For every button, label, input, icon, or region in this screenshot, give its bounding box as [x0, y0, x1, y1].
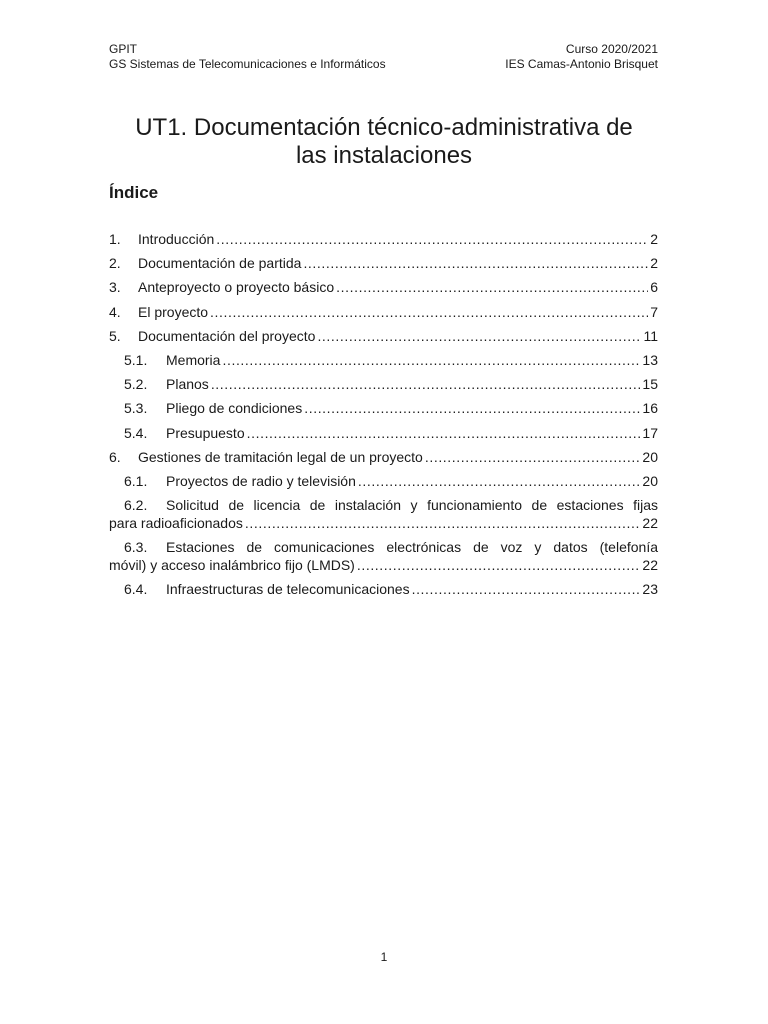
- toc-label: Anteproyecto o proyecto básico: [138, 279, 335, 296]
- toc-page: 20: [642, 472, 658, 489]
- title-line-1: UT1. Documentación técnico-administrativa de: [135, 114, 633, 141]
- toc-leader: [304, 399, 640, 417]
- toc-leader: [412, 580, 641, 598]
- toc-number: 5.2.: [124, 376, 148, 393]
- toc-leader: [222, 351, 640, 369]
- page-number: 1: [380, 950, 388, 964]
- toc-number: 5.4.: [124, 424, 148, 441]
- toc-subentry[interactable]: [109, 351, 658, 369]
- toc-subentry[interactable]: [109, 472, 658, 490]
- toc-label-line-2: móvil) y acceso inalámbrico fijo (LMDS): [109, 557, 355, 574]
- toc-number: 5.3.: [124, 400, 148, 417]
- toc-label: Memoria: [166, 351, 221, 368]
- toc-entry[interactable]: [109, 278, 658, 296]
- toc-page: 16: [642, 400, 658, 417]
- toc-leader: [357, 556, 641, 574]
- toc-leader: [358, 472, 641, 490]
- toc-page: 6: [650, 279, 658, 296]
- toc-leader: [211, 375, 641, 393]
- toc-leader: [247, 424, 641, 442]
- toc-subentry[interactable]: [109, 375, 658, 393]
- toc-page: 2: [650, 231, 658, 247]
- header-school-year: Curso 2020/2021: [565, 42, 658, 56]
- toc-leader: [303, 254, 648, 272]
- toc-leader: [425, 448, 641, 466]
- toc-entry[interactable]: [109, 254, 658, 272]
- toc-number: 1.: [109, 231, 121, 247]
- toc-number: 6.: [109, 448, 121, 465]
- index-heading: Índice: [109, 183, 159, 202]
- toc-subentry[interactable]: [109, 424, 658, 442]
- header-program-name: GS Sistemas de Telecomunicaciones e Informáticos: [109, 57, 386, 71]
- toc-label: Planos: [166, 376, 209, 393]
- toc-number: 6.4.: [124, 581, 148, 598]
- toc-number: 3.: [109, 279, 121, 296]
- table-of-contents: [109, 230, 658, 605]
- toc-label: Infraestructuras de telecomunicaciones: [166, 581, 410, 598]
- toc-entry[interactable]: [109, 303, 658, 321]
- toc-page: 23: [642, 581, 658, 598]
- toc-page: 22: [642, 515, 658, 532]
- toc-page: 2: [650, 255, 658, 272]
- toc-entry[interactable]: [109, 327, 658, 345]
- toc-label: Introducción: [138, 231, 215, 247]
- toc-label-line-1: Estaciones de comunicaciones electrónicas de voz y datos (telefonía: [166, 539, 658, 556]
- toc-number: 6.1.: [124, 472, 148, 489]
- toc-page: 11: [643, 327, 658, 344]
- toc-number: 5.1.: [124, 351, 148, 368]
- toc-page: 20: [642, 448, 658, 465]
- toc-label: Documentación del proyecto: [138, 327, 316, 344]
- toc-number: 4.: [109, 303, 121, 320]
- toc-label: Presupuesto: [166, 424, 245, 441]
- toc-leader: [336, 278, 648, 296]
- toc-label: Proyectos de radio y televisión: [166, 472, 356, 489]
- toc-entry[interactable]: [109, 230, 658, 248]
- toc-number: 5.: [109, 327, 121, 344]
- toc-page: 22: [642, 557, 658, 574]
- toc-leader: [216, 230, 648, 248]
- toc-leader: [245, 514, 641, 532]
- toc-label: El proyecto: [138, 303, 209, 320]
- toc-label-line-2: para radioaficionados: [109, 515, 243, 532]
- toc-number: 2.: [109, 255, 121, 272]
- toc-subentry[interactable]: [109, 496, 658, 532]
- toc-subentry[interactable]: [109, 538, 658, 574]
- title-line-2: las instalaciones: [295, 142, 473, 169]
- toc-page: 15: [642, 376, 658, 393]
- toc-page: 17: [642, 424, 658, 441]
- header-course-code: GPIT: [109, 42, 138, 56]
- toc-entry[interactable]: [109, 448, 658, 466]
- toc-page: 7: [650, 303, 658, 320]
- toc-subentry[interactable]: [109, 580, 658, 598]
- toc-label-line-1: Solicitud de licencia de instalación y funcionamiento de estaciones fijas: [166, 497, 658, 514]
- document-title: [100, 114, 668, 170]
- toc-number: 6.2.: [124, 497, 148, 514]
- toc-leader: [317, 327, 641, 345]
- toc-label: Gestiones de tramitación legal de un proyecto: [138, 448, 423, 465]
- toc-label: Pliego de condiciones: [166, 400, 303, 417]
- toc-label: Documentación de partida: [138, 255, 302, 272]
- toc-subentry[interactable]: [109, 399, 658, 417]
- toc-page: 13: [642, 351, 658, 368]
- toc-number: 6.3.: [124, 539, 148, 556]
- toc-leader: [210, 303, 648, 321]
- header-school-name: IES Camas-Antonio Brisquet: [505, 57, 658, 71]
- page-header: [109, 42, 658, 72]
